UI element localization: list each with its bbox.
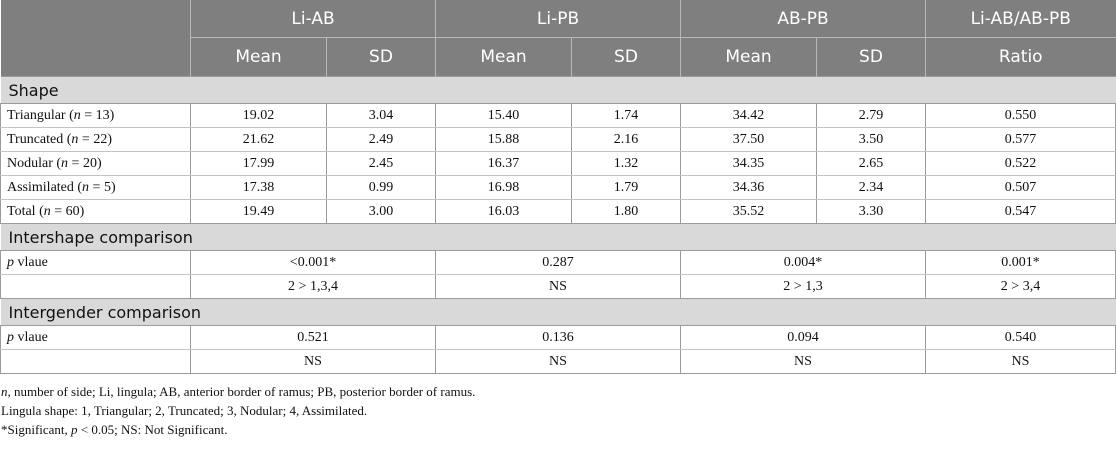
cell-significance: NS xyxy=(681,350,926,374)
row-label-count: = 60) xyxy=(50,203,85,219)
cell-significance: NS xyxy=(436,350,681,374)
header-group-li-ab: Li-AB xyxy=(191,0,436,38)
cell-value: 2.79 xyxy=(817,104,926,128)
cell-pvalue: 0.094 xyxy=(681,326,926,350)
cell-pvalue: 0.287 xyxy=(436,251,681,275)
row-label xyxy=(1,128,191,152)
p-symbol: p xyxy=(7,254,14,270)
header-row-sub xyxy=(1,38,1116,77)
subheader-ratio: Ratio xyxy=(926,38,1116,77)
cell-value: 0.522 xyxy=(926,152,1116,176)
table-row xyxy=(1,200,1116,224)
row-label-text: Nodular ( xyxy=(7,155,62,171)
table-row xyxy=(1,152,1116,176)
cell-pvalue: 0.001* xyxy=(926,251,1116,275)
row-label-text: vlaue xyxy=(14,329,48,345)
cell-significance: 2 > 3,4 xyxy=(926,275,1116,299)
cell-significance: 2 > 1,3,4 xyxy=(191,275,436,299)
cell-value: 1.74 xyxy=(572,104,681,128)
table-row xyxy=(1,350,1116,374)
cell-significance: NS xyxy=(191,350,436,374)
cell-value: 16.37 xyxy=(436,152,572,176)
row-label-n: n xyxy=(71,131,79,147)
row-label xyxy=(1,326,191,350)
footnote-shapes: Lingula shape: 1, Triangular; 2, Truncated; 3, Nodular; 4, Assimilated. xyxy=(1,403,368,418)
footnote-significance xyxy=(1,420,1116,439)
footnote-text: < 0.05; NS: Not Significant. xyxy=(77,422,228,437)
row-label-count: = 5) xyxy=(89,179,116,195)
section-title: Intershape comparison xyxy=(1,224,1116,251)
footnote-text: , number of side; Li, lingula; AB, anterior border of ramus; PB, posterior border of ramus. xyxy=(7,384,476,399)
subheader-sd: SD xyxy=(327,38,436,77)
cell-significance: 2 > 1,3 xyxy=(681,275,926,299)
footnote-abbreviations xyxy=(1,382,1116,401)
cell-value: 0.577 xyxy=(926,128,1116,152)
row-label xyxy=(1,251,191,275)
row-label-n: n xyxy=(61,155,69,171)
cell-value: 0.507 xyxy=(926,176,1116,200)
row-label-text: Truncated ( xyxy=(7,131,72,147)
cell-value: 3.30 xyxy=(817,200,926,224)
table-row xyxy=(1,275,1116,299)
row-label-empty xyxy=(1,350,191,374)
section-intergender xyxy=(1,299,1116,326)
cell-value: 0.550 xyxy=(926,104,1116,128)
cell-value: 2.16 xyxy=(572,128,681,152)
row-label-n: n xyxy=(43,203,51,219)
row-label-n: n xyxy=(82,179,90,195)
row-label-text: Triangular ( xyxy=(7,107,74,123)
cell-value: 3.00 xyxy=(327,200,436,224)
row-label-empty xyxy=(1,275,191,299)
cell-value: 1.79 xyxy=(572,176,681,200)
cell-value: 1.80 xyxy=(572,200,681,224)
row-label-count: = 22) xyxy=(78,131,112,147)
subheader-mean: Mean xyxy=(191,38,327,77)
row-label-n: n xyxy=(73,107,81,123)
header-group-ab-pb: AB-PB xyxy=(681,0,926,38)
cell-value: 34.36 xyxy=(681,176,817,200)
header-corner xyxy=(1,0,191,38)
cell-pvalue: 0.540 xyxy=(926,326,1116,350)
cell-value: 17.38 xyxy=(191,176,327,200)
header-corner-lower xyxy=(1,38,191,77)
cell-value: 17.99 xyxy=(191,152,327,176)
subheader-sd: SD xyxy=(817,38,926,77)
cell-value: 1.32 xyxy=(572,152,681,176)
cell-value: 0.547 xyxy=(926,200,1116,224)
cell-pvalue: 0.521 xyxy=(191,326,436,350)
table-row xyxy=(1,251,1116,275)
row-label-count: = 20) xyxy=(68,155,102,171)
cell-value: 34.42 xyxy=(681,104,817,128)
row-label-text: vlaue xyxy=(14,254,48,270)
cell-value: 16.98 xyxy=(436,176,572,200)
table-row xyxy=(1,176,1116,200)
cell-value: 19.49 xyxy=(191,200,327,224)
cell-value: 15.88 xyxy=(436,128,572,152)
table-row xyxy=(1,128,1116,152)
cell-value: 3.50 xyxy=(817,128,926,152)
cell-value: 19.02 xyxy=(191,104,327,128)
cell-pvalue: 0.136 xyxy=(436,326,681,350)
cell-value: 3.04 xyxy=(327,104,436,128)
header-row-groups xyxy=(1,0,1116,38)
cell-value: 16.03 xyxy=(436,200,572,224)
table-row xyxy=(1,326,1116,350)
footnote-text: *Significant, xyxy=(1,422,72,437)
cell-value: 0.99 xyxy=(327,176,436,200)
row-label-text: Total ( xyxy=(7,203,44,219)
row-label xyxy=(1,152,191,176)
section-shape xyxy=(1,77,1116,104)
row-label-count: = 13) xyxy=(80,107,115,123)
section-title: Shape xyxy=(1,77,1116,104)
cell-pvalue: <0.001* xyxy=(191,251,436,275)
cell-pvalue: 0.004* xyxy=(681,251,926,275)
cell-value: 2.34 xyxy=(817,176,926,200)
cell-significance: NS xyxy=(436,275,681,299)
footnote-n-symbol: n xyxy=(1,384,8,399)
cell-value: 37.50 xyxy=(681,128,817,152)
header-group-li-pb: Li-PB xyxy=(436,0,681,38)
row-label xyxy=(1,200,191,224)
cell-significance: NS xyxy=(926,350,1116,374)
cell-value: 34.35 xyxy=(681,152,817,176)
cell-value: 2.65 xyxy=(817,152,926,176)
row-label-text: Assimilated ( xyxy=(7,179,83,195)
cell-value: 2.45 xyxy=(327,152,436,176)
cell-value: 35.52 xyxy=(681,200,817,224)
cell-value: 21.62 xyxy=(191,128,327,152)
p-symbol: p xyxy=(7,329,14,345)
section-intershape xyxy=(1,224,1116,251)
header-group-ratio: Li-AB/AB-PB xyxy=(926,0,1116,38)
cell-value: 2.49 xyxy=(327,128,436,152)
row-label xyxy=(1,104,191,128)
cell-value: 15.40 xyxy=(436,104,572,128)
footnote-p-symbol: p xyxy=(71,422,78,437)
subheader-mean: Mean xyxy=(681,38,817,77)
row-label xyxy=(1,176,191,200)
table-row xyxy=(1,104,1116,128)
subheader-mean: Mean xyxy=(436,38,572,77)
subheader-sd: SD xyxy=(572,38,681,77)
table-footnotes xyxy=(0,382,1116,439)
section-title: Intergender comparison xyxy=(1,299,1116,326)
